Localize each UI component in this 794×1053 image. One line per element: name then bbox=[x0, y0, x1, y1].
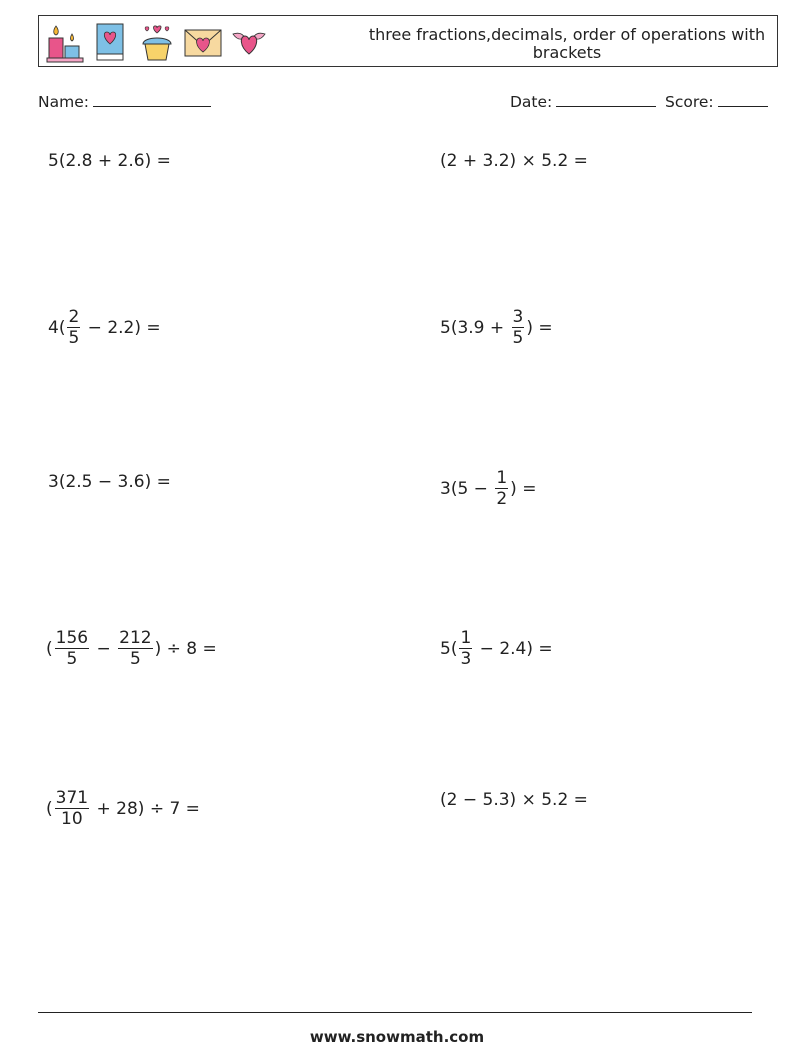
problem-10 bbox=[440, 790, 588, 810]
winged-heart-icon bbox=[229, 20, 269, 64]
problem-text: (2 + 3.2) × 5.2 = bbox=[440, 151, 588, 171]
problem-prefix: ( bbox=[46, 638, 53, 659]
icon-strip bbox=[45, 20, 269, 64]
denominator: 5 bbox=[66, 649, 78, 669]
problem-suffix: − 2.4) = bbox=[474, 638, 553, 659]
problem-5 bbox=[48, 472, 171, 492]
numerator: 371 bbox=[55, 788, 89, 808]
problem-text: 5(2.8 + 2.6) = bbox=[48, 151, 171, 171]
worksheet-title: three fractions,decimals, order of operations with brackets bbox=[368, 25, 766, 62]
fraction bbox=[67, 307, 80, 348]
denominator: 5 bbox=[68, 328, 80, 348]
numerator: 3 bbox=[512, 307, 524, 327]
denominator: 10 bbox=[61, 809, 83, 829]
problem-suffix: ) ÷ 8 = bbox=[154, 638, 217, 659]
problem-4 bbox=[440, 307, 553, 348]
score-field bbox=[665, 92, 768, 111]
problem-text: 3(2.5 − 3.6) = bbox=[48, 472, 171, 492]
problem-suffix: ) = bbox=[510, 478, 537, 499]
heart-cupcake-icon bbox=[137, 20, 177, 64]
problem-2 bbox=[440, 151, 588, 171]
denominator: 2 bbox=[496, 489, 508, 509]
problem-prefix: 3(5 − bbox=[440, 478, 494, 499]
numerator: 212 bbox=[119, 628, 152, 648]
problem-prefix: 5(3.9 + bbox=[440, 317, 510, 338]
footer-site: www.snowmath.com bbox=[309, 1028, 485, 1046]
numerator: 1 bbox=[496, 468, 508, 488]
fraction bbox=[459, 628, 472, 669]
love-letter-icon bbox=[183, 20, 223, 64]
name-label: Name: bbox=[38, 93, 89, 111]
date-blank[interactable] bbox=[556, 92, 656, 107]
denominator: 5 bbox=[129, 649, 141, 669]
problem-7 bbox=[46, 628, 217, 669]
problem-3 bbox=[48, 307, 161, 348]
score-blank[interactable] bbox=[718, 92, 768, 107]
denominator: 5 bbox=[512, 328, 524, 348]
problem-prefix: 5( bbox=[440, 638, 458, 659]
problem-prefix: ( bbox=[46, 798, 53, 819]
problem-suffix: − 2.2) = bbox=[82, 317, 161, 338]
candles-icon bbox=[45, 20, 85, 64]
problem-8 bbox=[440, 628, 553, 669]
fraction bbox=[118, 628, 152, 669]
footer-divider bbox=[38, 1012, 752, 1013]
numerator: 2 bbox=[68, 307, 80, 327]
problem-6 bbox=[440, 468, 536, 509]
heart-book-icon bbox=[91, 20, 131, 64]
score-label: Score: bbox=[665, 93, 714, 111]
name-blank[interactable] bbox=[93, 92, 211, 107]
numerator: 156 bbox=[55, 628, 89, 648]
problem-text: (2 − 5.3) × 5.2 = bbox=[440, 790, 588, 810]
fraction bbox=[512, 307, 525, 348]
numerator: 1 bbox=[460, 628, 472, 648]
header-box bbox=[38, 15, 778, 67]
fraction bbox=[55, 788, 89, 829]
denominator: 3 bbox=[460, 649, 472, 669]
problem-suffix: ) = bbox=[526, 317, 553, 338]
fraction bbox=[495, 468, 508, 509]
problem-suffix: + 28) ÷ 7 = bbox=[91, 798, 200, 819]
date-label: Date: bbox=[510, 93, 553, 111]
name-field bbox=[38, 92, 211, 111]
problem-prefix: 4( bbox=[48, 317, 66, 338]
problem-1 bbox=[48, 151, 171, 171]
problem-9 bbox=[46, 788, 200, 829]
date-field bbox=[510, 92, 656, 111]
problem-middle: − bbox=[91, 638, 117, 659]
fraction bbox=[55, 628, 89, 669]
